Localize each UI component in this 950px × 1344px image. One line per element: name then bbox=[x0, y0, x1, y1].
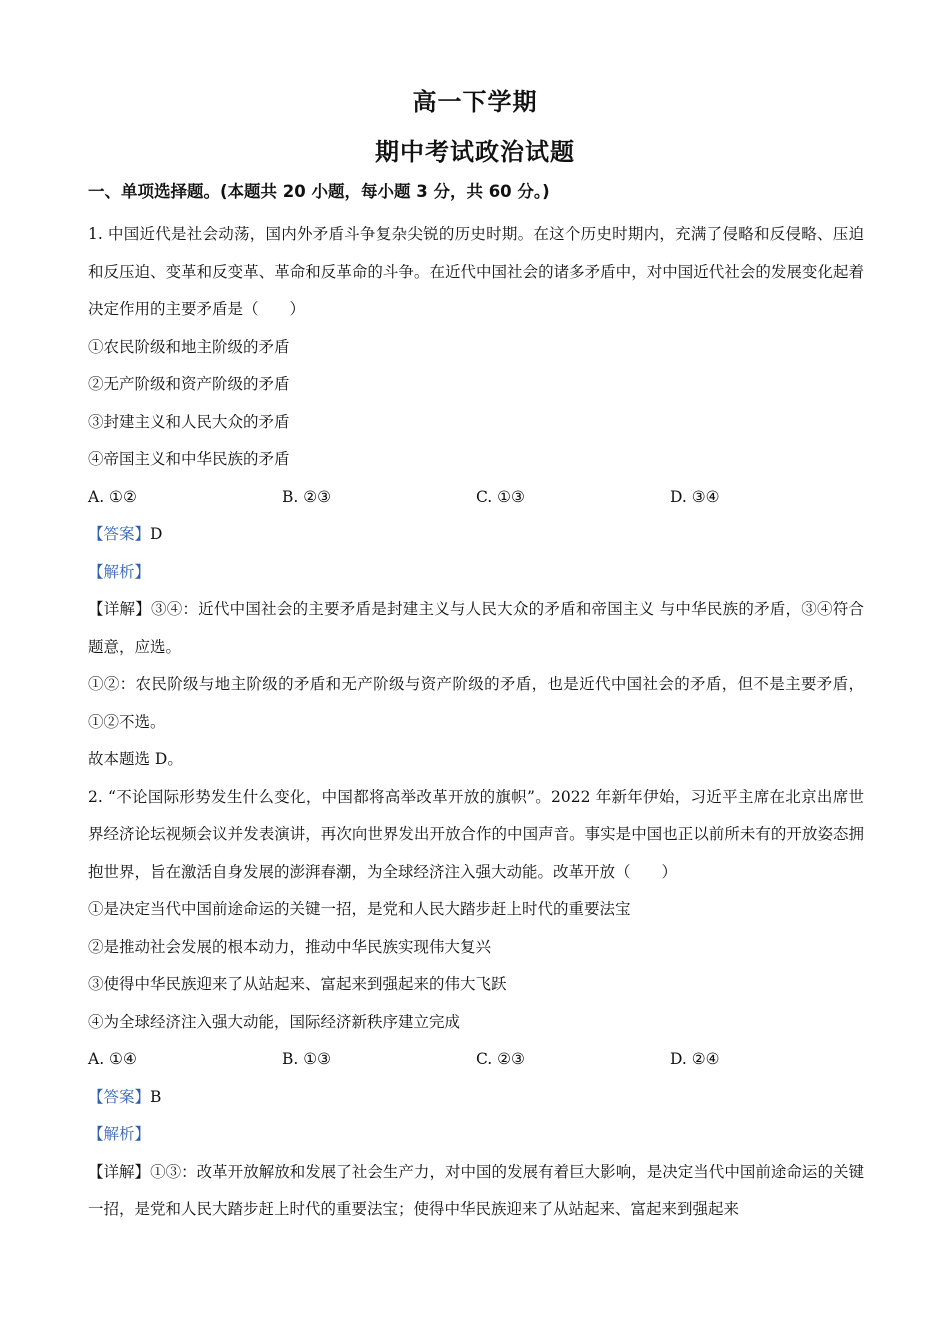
option-d: D. ②④ bbox=[670, 1050, 720, 1068]
detail-label: 【详解】 bbox=[88, 1162, 151, 1181]
option-b: B. ②③ bbox=[282, 487, 332, 506]
answer-label: 【答案】 bbox=[88, 1087, 151, 1106]
detail-paragraph bbox=[88, 591, 864, 666]
answer-line bbox=[88, 516, 864, 554]
question-list bbox=[88, 216, 864, 1229]
option-d: D. ③④ bbox=[670, 487, 720, 506]
section-heading: 一、单项选择题。(本题共 20 小题，每小题 3 分，共 60 分。) bbox=[88, 182, 550, 201]
statement-item: ③封建主义和人民大众的矛盾 bbox=[88, 412, 290, 431]
analysis-label: 【解析】 bbox=[88, 1125, 151, 1143]
option-row bbox=[88, 1041, 864, 1079]
detail-label: 【详解】 bbox=[88, 600, 151, 618]
option-c: C. ①③ bbox=[476, 487, 525, 506]
option-a: A. ①② bbox=[88, 487, 137, 506]
detail-text: ③④：近代中国社会的主要矛盾是封建主义与人民大众的矛盾和帝国主义 与中华民族的矛盾，③④符合题意，应选。 bbox=[88, 600, 864, 656]
question-stem: 2. “不论国际形势发生什么变化，中国都将高举改革开放的旗帜”。2022 年新年伊始，习近平主席在北京出席世界经济论坛视频会议并发表演讲，再次向世界发出开放合作的中国声音。事实是中国也正以前所未有的开放姿态拥抱世界，旨在激活自身发展的澎湃春潮，为全球经济注入强大动能。改革开放（ ） bbox=[88, 787, 864, 881]
detail-paragraph: ①②：农民阶级与地主阶级的矛盾和无产阶级与资产阶级的矛盾，也是近代中国社会的矛盾，但不是主要矛盾，①②不选。 bbox=[88, 675, 864, 731]
option-c: C. ②③ bbox=[476, 1050, 525, 1068]
option-a: A. ①④ bbox=[88, 1050, 137, 1068]
doc-title-line1: 高一下学期 bbox=[412, 88, 538, 116]
statement-item: ②是推动社会发展的根本动力，推动中华民族实现伟大复兴 bbox=[88, 937, 492, 956]
option-row bbox=[88, 479, 864, 517]
detail-paragraph: 故本题选 D。 bbox=[88, 750, 183, 768]
option-b: B. ①③ bbox=[282, 1050, 332, 1068]
question-1 bbox=[88, 216, 864, 779]
detail-paragraph bbox=[88, 1154, 864, 1229]
statement-item: ④帝国主义和中华民族的矛盾 bbox=[88, 450, 290, 468]
answer-value: D bbox=[150, 525, 163, 543]
statement-item: ②无产阶级和资产阶级的矛盾 bbox=[88, 375, 290, 393]
statement-item: ③使得中华民族迎来了从站起来、富起来到强起来的伟大飞跃 bbox=[88, 975, 507, 993]
detail-text: ①③：改革开放解放和发展了社会生产力，对中国的发展有着巨大影响，是决定当代中国前途命运的关键一招，是党和人民大踏步赶上时代的重要法宝；使得中华民族迎来了从站起来、富起来到强起来 bbox=[88, 1162, 864, 1218]
analysis-label: 【解析】 bbox=[88, 562, 151, 581]
answer-line bbox=[88, 1079, 864, 1117]
question-2 bbox=[88, 779, 864, 1229]
statement-item: ①农民阶级和地主阶级的矛盾 bbox=[88, 337, 290, 356]
statement-item: ④为全球经济注入强大动能，国际经济新秩序建立完成 bbox=[88, 1012, 461, 1031]
question-stem: 1. 中国近代是社会动荡，国内外矛盾斗争复杂尖锐的历史时期。在这个历史时期内，充满了侵略和反侵略、压迫和反压迫、变革和反变革、革命和反革命的斗争。在近代中国社会的诸多矛盾中，对中国近代社会的发展变化起着决定作用的主要矛盾是（ ） bbox=[88, 225, 864, 318]
answer-label: 【答案】 bbox=[88, 525, 151, 543]
statement-item: ①是决定当代中国前途命运的关键一招，是党和人民大踏步赶上时代的重要法宝 bbox=[88, 900, 631, 918]
answer-value: B bbox=[150, 1087, 162, 1106]
doc-title-line2: 期中考试政治试题 bbox=[375, 138, 575, 166]
